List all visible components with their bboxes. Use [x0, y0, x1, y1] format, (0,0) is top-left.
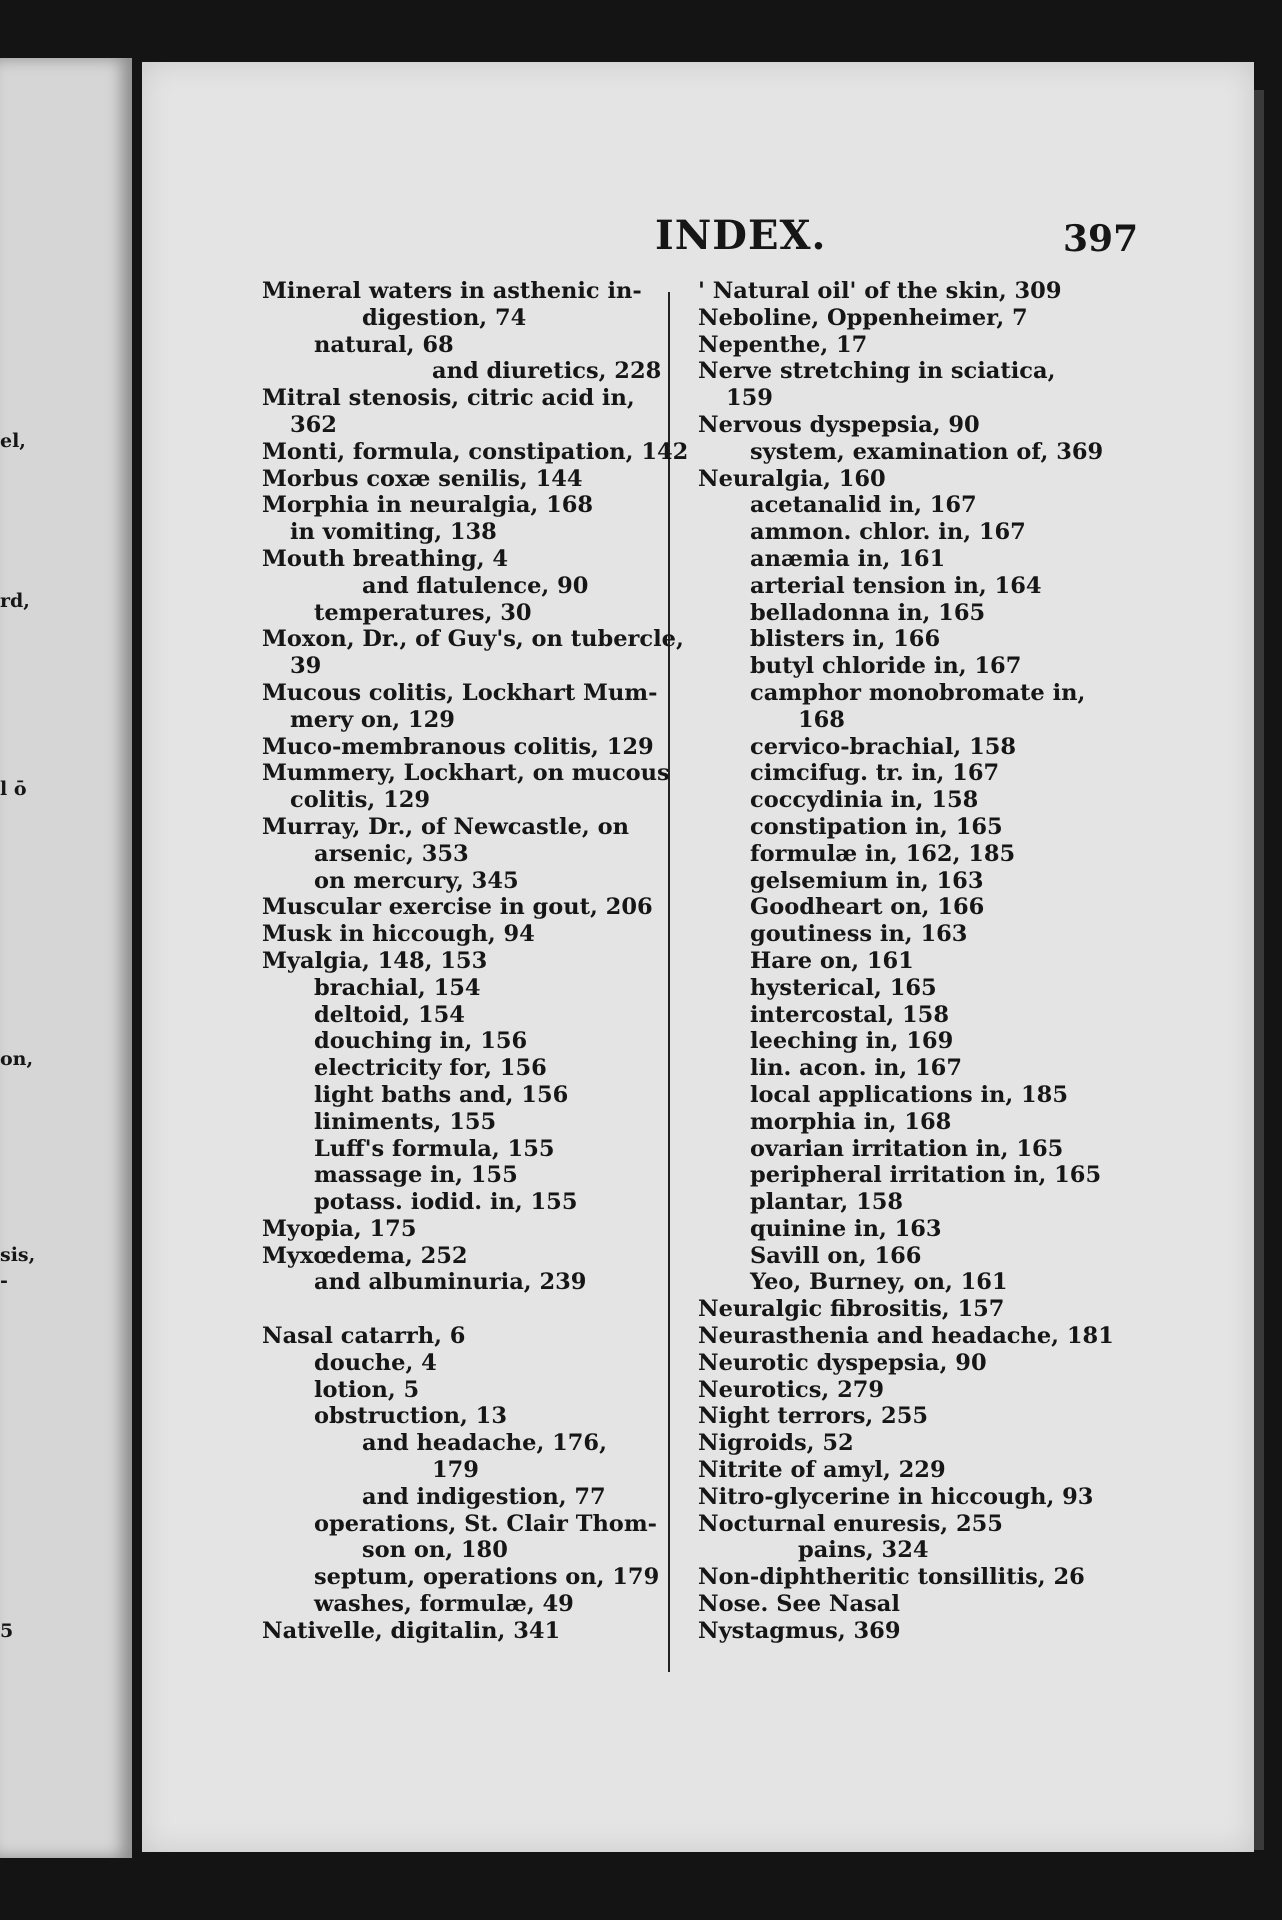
index-subentry: Yeo, Burney, on, 161 [750, 1269, 1008, 1296]
index-subentry: Hare on, 161 [750, 947, 914, 974]
index-entry: Morphia in neuralgia, 168 [262, 492, 594, 519]
index-subentry: brachial, 154 [314, 974, 481, 1001]
index-subentry: in vomiting, 138 [290, 519, 497, 546]
index-subentry: formulæ in, 162, 185 [750, 840, 1016, 867]
index-column-right [698, 278, 1128, 1645]
index-entry: Muscular exercise in gout, 206 [262, 894, 653, 921]
section-gap [262, 1296, 692, 1323]
index-entry: Neurotic dyspepsia, 90 [698, 1349, 987, 1376]
index-subentry: quinine in, 163 [750, 1215, 942, 1242]
index-subentry: system, examination of, 369 [750, 438, 1104, 465]
index-subentry: morphia in, 168 [750, 1108, 952, 1135]
index-subentry: gelsemium in, 163 [750, 867, 984, 894]
index-subentry: light baths and, 156 [314, 1081, 569, 1108]
index-subentry: ovarian irritation in, 165 [750, 1135, 1064, 1162]
index-subentry: mery on, 129 [290, 706, 455, 733]
index-subentry: electricity for, 156 [314, 1055, 547, 1082]
index-entry: Nigroids, 52 [698, 1430, 854, 1457]
index-subentry: digestion, 74 [362, 304, 527, 331]
index-subentry: and indigestion, 77 [362, 1483, 606, 1510]
index-entry: Morbus coxæ senilis, 144 [262, 465, 583, 492]
index-subentry: septum, operations on, 179 [314, 1564, 660, 1591]
index-subentry: obstruction, 13 [314, 1403, 507, 1430]
index-subentry: on mercury, 345 [314, 867, 519, 894]
index-subentry: camphor monobromate in, [750, 679, 1086, 706]
index-entry: Mucous colitis, Lockhart Mum- [262, 679, 658, 706]
index-subentry: 39 [290, 653, 322, 680]
index-entry: Nose. See Nasal [698, 1591, 900, 1618]
index-subentry: son on, 180 [362, 1537, 508, 1564]
index-subentry: anæmia in, 161 [750, 545, 946, 572]
index-entry: Musk in hiccough, 94 [262, 921, 535, 948]
index-entry: Non-diphtheritic tonsillitis, 26 [698, 1564, 1085, 1591]
index-subentry: 362 [290, 411, 337, 438]
page-number: 397 [1063, 218, 1139, 260]
index-entry: Mineral waters in asthenic in- [262, 278, 642, 304]
index-subentry: 159 [726, 385, 773, 412]
index-subentry: blisters in, 166 [750, 626, 941, 653]
index-subentry: operations, St. Clair Thom- [314, 1510, 657, 1537]
index-subentry: deltoid, 154 [314, 1001, 465, 1028]
index-subentry: Savill on, 166 [750, 1242, 922, 1269]
index-entry: Myxœdema, 252 [262, 1242, 468, 1269]
index-entry: Night terrors, 255 [698, 1403, 929, 1430]
index-subentry: colitis, 129 [290, 787, 431, 814]
index-subentry: lotion, 5 [314, 1376, 420, 1403]
index-subentry: arterial tension in, 164 [750, 572, 1042, 599]
index-subentry: lin. acon. in, 167 [750, 1055, 962, 1082]
index-entry: Myopia, 175 [262, 1215, 417, 1242]
index-entry: Nocturnal enuresis, 255 [698, 1510, 1003, 1537]
running-title: INDEX. [655, 212, 827, 259]
index-subentry: cervico-brachial, 158 [750, 733, 1017, 760]
index-entry: Neuralgic fibrositis, 157 [698, 1296, 1005, 1323]
index-subentry: liniments, 155 [314, 1108, 497, 1135]
index-entry: Mitral stenosis, citric acid in, [262, 385, 635, 412]
index-subentry: peripheral irritation in, 165 [750, 1162, 1102, 1189]
index-subentry: cimcifug. tr. in, 167 [750, 760, 1000, 787]
index-entry: Moxon, Dr., of Guy's, on tubercle, [262, 626, 684, 653]
index-subentry: intercostal, 158 [750, 1001, 949, 1028]
index-subentry: arsenic, 353 [314, 840, 469, 867]
index-subentry: local applications in, 185 [750, 1081, 1068, 1108]
index-entry: Mummery, Lockhart, on mucous [262, 760, 670, 787]
index-subentry: goutiness in, 163 [750, 921, 968, 948]
index-entry: Monti, formula, constipation, 142 [262, 438, 689, 465]
index-subentry: coccydinia in, 158 [750, 787, 979, 814]
index-entry: Nasal catarrh, 6 [262, 1323, 466, 1350]
index-subentry: constipation in, 165 [750, 813, 1003, 840]
index-subentry: massage in, 155 [314, 1162, 518, 1189]
index-subentry: Goodheart on, 166 [750, 894, 985, 921]
index-subentry: ammon. chlor. in, 167 [750, 519, 1026, 546]
index-entry: Nystagmus, 369 [698, 1617, 901, 1644]
facing-page-fragment: l ō [0, 778, 27, 800]
facing-page-fragment: - [0, 1270, 8, 1292]
facing-page-edge [0, 58, 132, 1858]
index-subentry: and flatulence, 90 [362, 572, 589, 599]
index-subentry: douche, 4 [314, 1349, 437, 1376]
index-subentry: hysterical, 165 [750, 974, 937, 1001]
index-entry: Muco-membranous colitis, 129 [262, 733, 654, 760]
index-subentry: temperatures, 30 [314, 599, 532, 626]
index-entry: Nativelle, digitalin, 341 [262, 1617, 561, 1644]
index-entry: Neuralgia, 160 [698, 465, 886, 492]
index-entry: Nitrite of amyl, 229 [698, 1457, 946, 1484]
index-entry: Neboline, Oppenheimer, 7 [698, 304, 1028, 331]
facing-page-fragment: rd, [0, 590, 30, 612]
index-entry: Mouth breathing, 4 [262, 545, 509, 572]
facing-page-fragment: sis, [0, 1244, 36, 1266]
page-edge-shadow [1254, 90, 1264, 1850]
index-subentry: Luff's formula, 155 [314, 1135, 555, 1162]
index-subentry: potass. iodid. in, 155 [314, 1189, 578, 1216]
index-entry: Nervous dyspepsia, 90 [698, 411, 980, 438]
index-subentry: douching in, 156 [314, 1028, 528, 1055]
index-subentry: pains, 324 [798, 1537, 929, 1564]
index-column-left [262, 278, 692, 1645]
index-subentry: and diuretics, 228 [432, 358, 662, 385]
index-entry: Nerve stretching in sciatica, [698, 358, 1056, 385]
index-subentry: butyl chloride in, 167 [750, 653, 1022, 680]
index-entry: Nepenthe, 17 [698, 331, 868, 358]
index-entry: ' Natural oil' of the skin, 309 [698, 278, 1062, 304]
index-subentry: 168 [798, 706, 845, 733]
facing-page-fragment: el, [0, 430, 26, 452]
index-entry: Neurasthenia and headache, 181 [698, 1323, 1114, 1350]
index-entry: Murray, Dr., of Newcastle, on [262, 813, 629, 840]
facing-page-fragment: on, [0, 1048, 34, 1070]
index-subentry: and headache, 176, [362, 1430, 607, 1457]
index-subentry: and albuminuria, 239 [314, 1269, 587, 1296]
index-subentry: acetanalid in, 167 [750, 492, 977, 519]
index-entry: Myalgia, 148, 153 [262, 947, 488, 974]
index-subentry: plantar, 158 [750, 1189, 904, 1216]
index-subentry: 179 [432, 1457, 479, 1484]
index-subentry: natural, 68 [314, 331, 454, 358]
facing-page-fragment: 5 [0, 1620, 14, 1642]
index-subentry: belladonna in, 165 [750, 599, 986, 626]
index-subentry: washes, formulæ, 49 [314, 1591, 574, 1618]
index-subentry: leeching in, 169 [750, 1028, 954, 1055]
index-entry: Neurotics, 279 [698, 1376, 885, 1403]
index-entry: Nitro-glycerine in hiccough, 93 [698, 1483, 1094, 1510]
